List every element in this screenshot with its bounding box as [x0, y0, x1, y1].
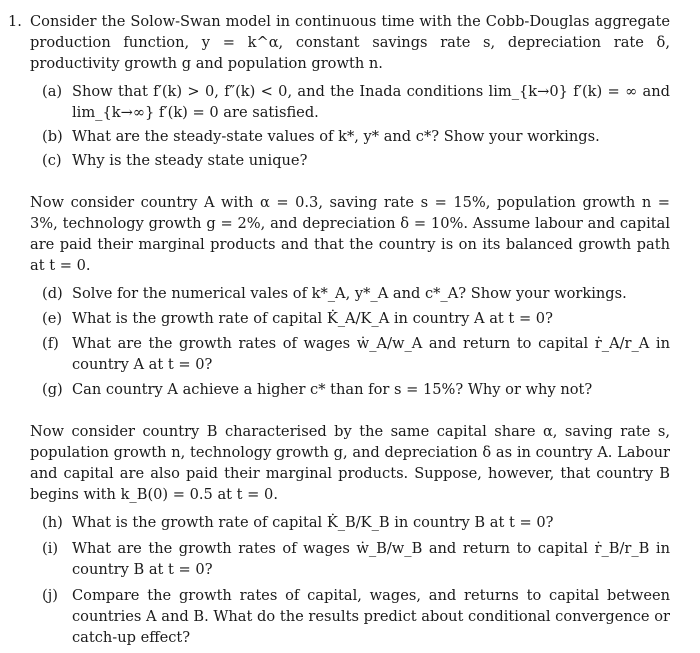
part-label: (e)	[42, 310, 63, 327]
part-e	[42, 308, 670, 329]
part-label: (a)	[42, 83, 63, 100]
part-g	[42, 379, 670, 400]
part-b	[42, 126, 670, 147]
parts-h-to-j	[42, 512, 670, 648]
part-a	[42, 81, 670, 123]
part-d	[42, 283, 670, 304]
part-text: Show that f′(k) > 0, f″(k) < 0, and the Inada conditions lim_{k→0} f′(k) = ∞ and lim_{k→∞} f′(k) = 0 are satisfied.	[72, 83, 670, 121]
part-text: Compare the growth rates of capital, wages, and returns to capital between countries A and B. What do the results predict about conditional convergence or catch-up effect?	[72, 587, 670, 646]
part-c	[42, 150, 670, 171]
part-j	[42, 585, 670, 648]
question-number: 1.	[8, 13, 22, 30]
part-text: Can country A achieve a higher c* than for s = 15%? Why or why not?	[72, 381, 593, 398]
part-label: (d)	[42, 285, 63, 302]
part-text: What are the steady-state values of k*, y* and c*? Show your workings.	[72, 128, 600, 145]
part-h	[42, 512, 670, 533]
part-text: What is the growth rate of capital K̇_A/K_A in country A at t = 0?	[72, 310, 553, 327]
country-a-intro: Now consider country A with α = 0.3, saving rate s = 15%, population growth n = 3%, technology growth g = 2%, and depreciation δ = 10%. Assume labour and capital are paid their marginal products and that the country is on its balanced growth path at t = 0.	[30, 194, 670, 274]
part-label: (j)	[42, 587, 58, 604]
part-text: What are the growth rates of wages ẇ_A/w_A and return to capital ṙ_A/r_A in country A at t = 0?	[72, 335, 670, 373]
part-label: (h)	[42, 514, 63, 531]
part-label: (c)	[42, 152, 62, 169]
parts-d-to-g	[42, 283, 670, 400]
part-i	[42, 538, 670, 580]
question-1	[8, 11, 670, 653]
part-text: Why is the steady state unique?	[72, 152, 308, 169]
part-label: (f)	[42, 335, 59, 352]
part-text: What are the growth rates of wages ẇ_B/w_B and return to capital ṙ_B/r_B in country B at t = 0?	[72, 540, 670, 578]
part-label: (g)	[42, 381, 63, 398]
parts-a-to-c	[42, 81, 670, 171]
country-b-intro: Now consider country B characterised by the same capital share α, saving rate s, population growth n, technology growth g, and depreciation δ as in country A. Labour and capital are also paid their marginal products. Suppose, however, that country B begins with k_B(0) = 0.5 at t = 0.	[30, 423, 670, 503]
question-intro: Consider the Solow-Swan model in continuous time with the Cobb-Douglas aggregate production function, y = k^α, constant savings rate s, depreciation rate δ, productivity growth g and population growth n.	[30, 13, 670, 72]
part-label: (b)	[42, 128, 63, 145]
part-text: Solve for the numerical vales of k*_A, y*_A and c*_A? Show your workings.	[72, 285, 627, 302]
part-text: What is the growth rate of capital K̇_B/K_B in country B at t = 0?	[72, 514, 554, 531]
part-label: (i)	[42, 540, 59, 557]
part-f	[42, 333, 670, 375]
